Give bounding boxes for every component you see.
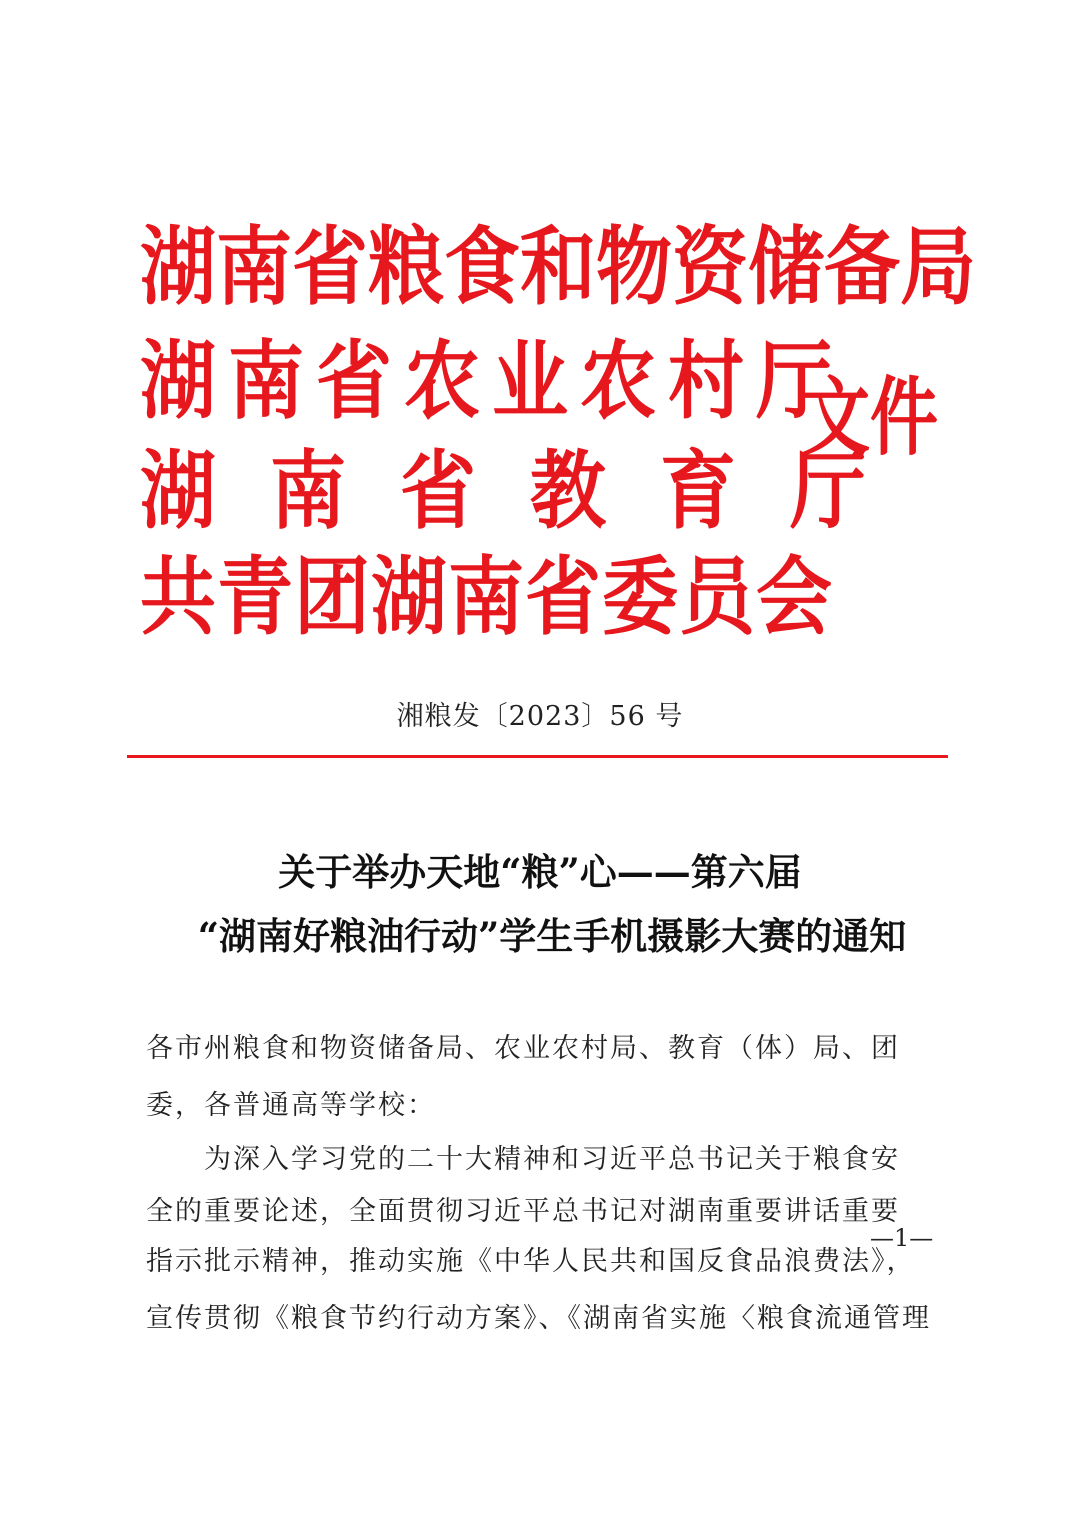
page-number: —1— — [870, 1224, 934, 1252]
document-title-line: “湖南好粮油行动”学生手机摄影大赛的通知 — [197, 914, 907, 958]
issuer-name: 湖南省粮食和物资储备局 — [140, 217, 976, 317]
body-line: 各市州粮食和物资储备局、农业农村局、教育（体）局、团 — [146, 1033, 900, 1064]
doc-type-label: 文件 — [802, 369, 939, 469]
body-line: 宣传贯彻《粮食节约行动方案》、《湖南省实施〈粮食流通管理 — [146, 1303, 931, 1334]
issuer-name: 共青团湖南省委员会 — [140, 547, 833, 647]
body-line: 指示批示精神，推动实施《中华人民共和国反食品浪费法》， — [146, 1246, 916, 1277]
body-line: 全的重要论述，全面贯彻习近平总书记对湖南重要讲话重要 — [146, 1196, 900, 1227]
issuer-name: 湖南省教育厅 — [140, 441, 920, 541]
document-number: 湘粮发〔2023〕56 号 — [396, 701, 684, 732]
body-line: 为深入学习党的二十大精神和习近平总书记关于粮食安 — [146, 1144, 900, 1175]
document-title-line: 关于举办天地“粮”心——第六届 — [278, 850, 802, 894]
document-header — [140, 212, 976, 647]
red-divider-line — [127, 755, 948, 758]
body-line: 委，各普通高等学校： — [146, 1090, 436, 1121]
issuer-name: 湖南省农业农村厅 — [140, 331, 844, 431]
